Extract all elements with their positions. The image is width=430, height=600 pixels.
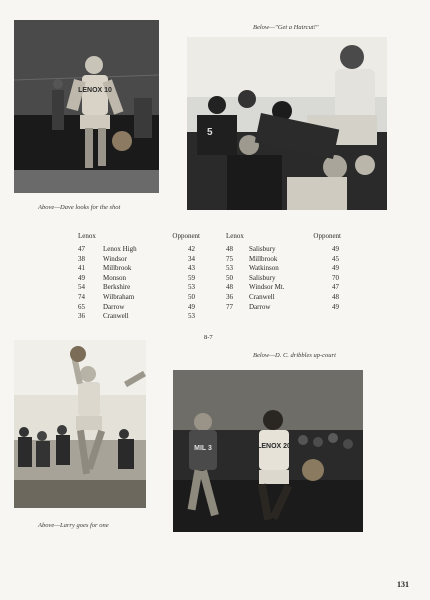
opponent-score: 53 (188, 312, 195, 321)
lenox-score: 47 (78, 245, 85, 253)
season-record: 8-7 (204, 334, 213, 341)
lenox-score: 65 (78, 302, 85, 311)
lenox-score: 41 (78, 264, 85, 273)
photo-dc-dribbles (173, 370, 363, 532)
lenox-score: 36 (78, 312, 85, 321)
lenox-score: 77 (226, 302, 233, 311)
photo1-jersey-text: LENOX 10 (78, 87, 112, 94)
opponent-score: 34 (188, 254, 195, 263)
page-number: 131 (397, 580, 409, 589)
lenox-score: 75 (226, 254, 233, 263)
lenox-score: 50 (226, 273, 233, 282)
opponent-score: 42 (188, 245, 195, 253)
photo-larry-shoots (14, 340, 146, 508)
lenox-score: 49 (78, 273, 85, 282)
lenox-score: 53 (226, 264, 233, 273)
lenox-score: 38 (78, 254, 85, 263)
schedule-left-header-opponent: Opponent (172, 232, 200, 240)
opponent-score: 45 (332, 254, 339, 263)
opponent-name: Windsor Mt. (249, 283, 285, 292)
opponent-score: 43 (188, 264, 195, 273)
caption-photo1 (38, 204, 120, 211)
lenox-score: 48 (226, 283, 233, 292)
opponent-score: 70 (332, 273, 339, 282)
photo3-jersey-a: LENOX 20 (257, 443, 291, 450)
opponent-name: Salisbury (249, 245, 276, 253)
opponent-name: Darrow (103, 302, 125, 311)
lenox-score: 48 (226, 245, 233, 253)
opponent-name: Berkshire (103, 283, 131, 292)
opponent-score: 50 (188, 293, 195, 301)
photo-dc-dribbles-image (173, 370, 363, 532)
opponent-score: 48 (332, 293, 339, 301)
photo-dave-shot (14, 20, 159, 193)
caption-photo2-text: Below—"Get a Haircut!" (253, 24, 319, 31)
opponent-score: 49 (332, 264, 339, 273)
opponent-name: Windsor (103, 254, 127, 263)
lenox-score: 36 (226, 293, 233, 301)
opponent-score: 59 (188, 273, 195, 282)
opponent-score: 49 (332, 302, 339, 311)
schedule-right-header-opponent: Opponent (313, 232, 341, 240)
photo-dave-shot-image (14, 20, 159, 193)
opponent-score: 49 (332, 245, 339, 253)
schedule-right-header-team: Lenox (226, 232, 244, 240)
opponent-score: 53 (188, 283, 195, 292)
caption-photo2 (253, 24, 319, 31)
opponent-name: Cranwell (103, 312, 129, 321)
lenox-score: 54 (78, 283, 85, 292)
opponent-score: 49 (188, 302, 195, 311)
opponent-name: Watkinson (249, 264, 279, 273)
opponent-name: Monson (103, 273, 126, 282)
opponent-name: Wilbraham (103, 293, 135, 301)
photo3-jersey-b: MIL 3 (194, 445, 212, 452)
caption-photo1-text: Above—Dave looks for the shot (38, 204, 121, 211)
caption-photo3 (253, 352, 336, 359)
photo-get-a-haircut (187, 37, 387, 210)
caption-photo4-text: Above—Larry goes for one (38, 522, 109, 529)
opponent-name: Darrow (249, 302, 271, 311)
schedule-table-right (226, 232, 341, 332)
caption-photo4 (38, 522, 109, 529)
opponent-name: Cranwell (249, 293, 275, 301)
opponent-name: Lenox High (103, 245, 137, 253)
schedule-left-header-team: Lenox (78, 232, 96, 240)
opponent-score: 47 (332, 283, 339, 292)
opponent-name: Millbrook (103, 264, 132, 273)
lenox-score: 74 (78, 293, 85, 301)
photo2-jersey-text: 5 (207, 127, 213, 138)
opponent-name: Salisbury (249, 273, 276, 282)
caption-photo3-text: Below—D. C. dribbles up-court (253, 352, 336, 359)
schedule-table-left (78, 232, 200, 332)
opponent-name: Millbrook (249, 254, 278, 263)
photo-get-a-haircut-image (187, 37, 387, 210)
photo-larry-shoots-image (14, 340, 146, 508)
